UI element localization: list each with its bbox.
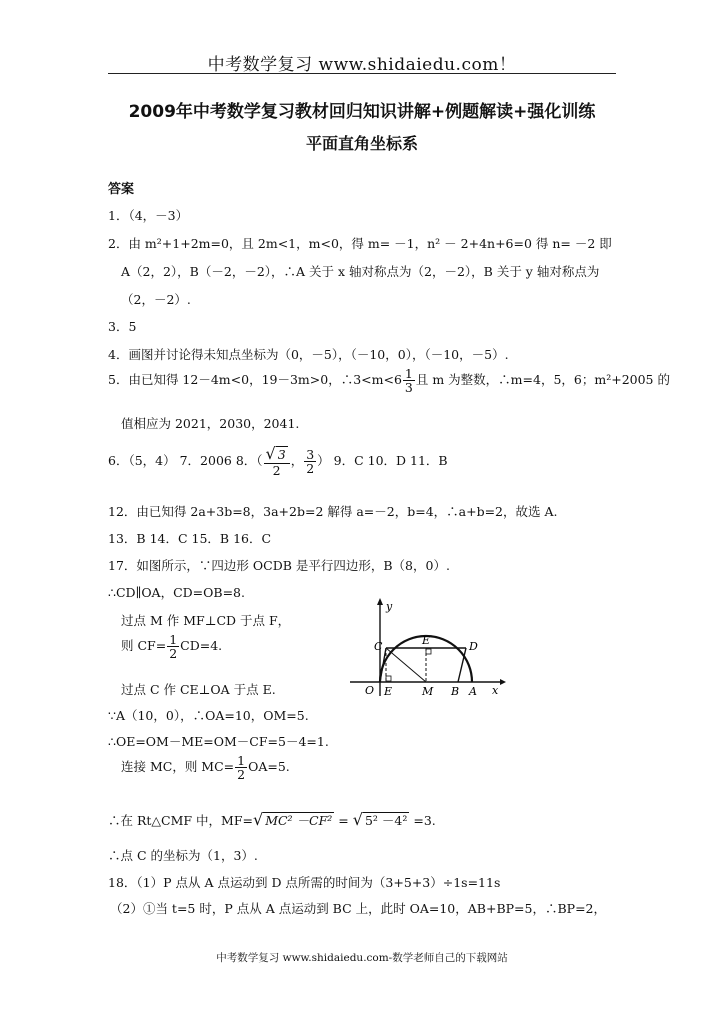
- answer-2-line3: （2，－2）.: [121, 292, 191, 307]
- x-axis-arrow-icon: [500, 679, 506, 685]
- doc-subtitle: 平面直角坐标系: [305, 134, 418, 153]
- frac-denominator: 2: [237, 767, 246, 783]
- answer-5-post: 且 m 为整数，∴m=4，5，6；m²+2005 的: [415, 372, 670, 388]
- answer-13-16: 13．B 14．C 15．B 16．C: [108, 531, 272, 546]
- fraction-three-halves: [304, 448, 316, 475]
- answer-17-d: 过点 C 作 CE⊥OA 于点 E.: [121, 682, 276, 697]
- answer-5-line2: 值相应为 2021，2030，2041.: [121, 416, 300, 431]
- radicand: 3: [277, 447, 286, 462]
- page-header: 中考数学复习 www.shidaiedu.com！: [207, 55, 517, 75]
- label-m: M: [422, 685, 434, 698]
- answer-17-c-post: CD=4.: [180, 638, 223, 654]
- frac-numerator: 1: [404, 366, 413, 381]
- frac-numerator: 1: [169, 632, 178, 647]
- answer-2-line2: A（2，2），B（－2，－2），∴A 关于 x 轴对称点为（2，－2），B 关于 y 轴对称点为: [121, 264, 600, 279]
- answer-18-b: （2）①当 t=5 时，P 点从 A 点运动到 BC 上，此时 OA=10，AB+BP=5，∴BP=2，: [110, 901, 606, 916]
- answer-17-h: [108, 810, 436, 829]
- answer-6-pre: 6．（5，4） 7．2006 8．（: [108, 452, 263, 468]
- frac-numerator: 3: [306, 446, 315, 462]
- header-rule: [108, 73, 616, 74]
- segment-mc: [386, 648, 426, 682]
- label-b: B: [451, 685, 460, 698]
- frac-denominator: 2: [272, 462, 281, 478]
- answer-17-e: ∵A（10，0），∴OA=10，OM=5.: [108, 708, 309, 723]
- answer-6-11: [108, 446, 448, 477]
- coordinate-figure: [350, 596, 510, 700]
- sqrt-sign-icon: √: [265, 444, 276, 463]
- fraction-sqrt3-over-2: [264, 446, 290, 477]
- frac-denominator: 2: [169, 646, 178, 662]
- page-footer: 中考数学复习 www.shidaiedu.com-数学老师自己的下载网站: [216, 952, 508, 964]
- label-f: E: [422, 634, 431, 647]
- answer-17-f: ∴OE=OM－ME=OM－CF=5－4=1.: [108, 734, 329, 749]
- sqrt-sign-icon: √: [252, 810, 264, 829]
- answer-6-post: ） 9．C 10．D 11．B: [317, 452, 448, 468]
- fraction-one-third: [403, 367, 415, 394]
- fraction-one-half: [167, 633, 179, 660]
- label-y: y: [386, 600, 393, 613]
- answer-17-g-pre: 连接 MC，则 MC=: [121, 759, 235, 775]
- radicand-5-4: 5² －4²: [364, 813, 408, 828]
- answer-1: 1．（4，－3）: [108, 208, 189, 223]
- label-c: C: [374, 640, 383, 653]
- answer-12: 12．由已知得 2a+3b=8，3a+2b=2 解得 a=－2，b=4，∴a+b=2，故选 A.: [108, 504, 558, 519]
- answer-6-comma: ，: [290, 452, 304, 468]
- answer-17-a: ∴CD∥OA，CD=OB=8.: [108, 585, 245, 600]
- answer-17-c-pre: 则 CF=: [121, 638, 167, 654]
- answer-17-h-post: =3.: [413, 813, 436, 828]
- label-e: E: [384, 685, 393, 698]
- right-angle-mark-f: [426, 649, 431, 654]
- y-axis-arrow-icon: [377, 598, 383, 605]
- answer-5-pre: 5．由已知得 12－4m<0，19－3m>0，∴3<m<6: [108, 372, 402, 388]
- frac-denominator: 2: [306, 460, 315, 476]
- answer-2-line1: 2．由 m²+1+2m=0，且 2m<1，m<0，得 m= －1，n² － 2+4n+6=0 得 n= －2 即: [108, 236, 612, 251]
- label-x: x: [492, 684, 499, 697]
- section-label: 答案: [108, 182, 135, 197]
- radicand-mc-cf: MC² －CF²: [265, 813, 333, 828]
- answer-17: 17．如图所示，∵四边形 OCDB 是平行四边形，B（8，0）.: [108, 558, 450, 573]
- answer-17-g: [121, 754, 290, 781]
- frac-numerator: [264, 446, 290, 464]
- answer-17-b: 过点 M 作 MF⊥CD 于点 F，: [121, 613, 291, 628]
- doc-title: 2009年中考数学复习教材回归知识讲解+例题解读+强化训练: [128, 102, 596, 122]
- answer-4: 4．画图并讨论得未知点坐标为（0，－5），（－10，0），（－10，－5）.: [108, 347, 509, 362]
- answer-17-g-post: OA=5.: [248, 759, 290, 775]
- answer-17-c: [121, 633, 222, 660]
- label-a: A: [469, 685, 477, 698]
- answer-17-i: ∴点 C 的坐标为（1，3）.: [108, 848, 258, 863]
- frac-numerator: 1: [237, 753, 246, 768]
- answer-18-a: 18．（1）P 点从 A 点运动到 D 点所需的时间为（3+5+3）÷1s=11s: [108, 875, 501, 890]
- label-d: D: [469, 640, 478, 653]
- answer-3: 3．5: [108, 319, 137, 334]
- label-o: O: [365, 684, 375, 697]
- sqrt-sign-icon: √: [352, 810, 363, 829]
- segment-oc: [380, 648, 386, 682]
- fraction-one-half: [235, 754, 247, 781]
- right-angle-mark-e: [386, 676, 391, 681]
- frac-denominator: 3: [404, 380, 413, 396]
- equals-sign: =: [338, 813, 349, 828]
- answer-17-h-pre: ∴在 Rt△CMF 中，MF=: [108, 813, 253, 828]
- answer-5-line1: [108, 367, 670, 394]
